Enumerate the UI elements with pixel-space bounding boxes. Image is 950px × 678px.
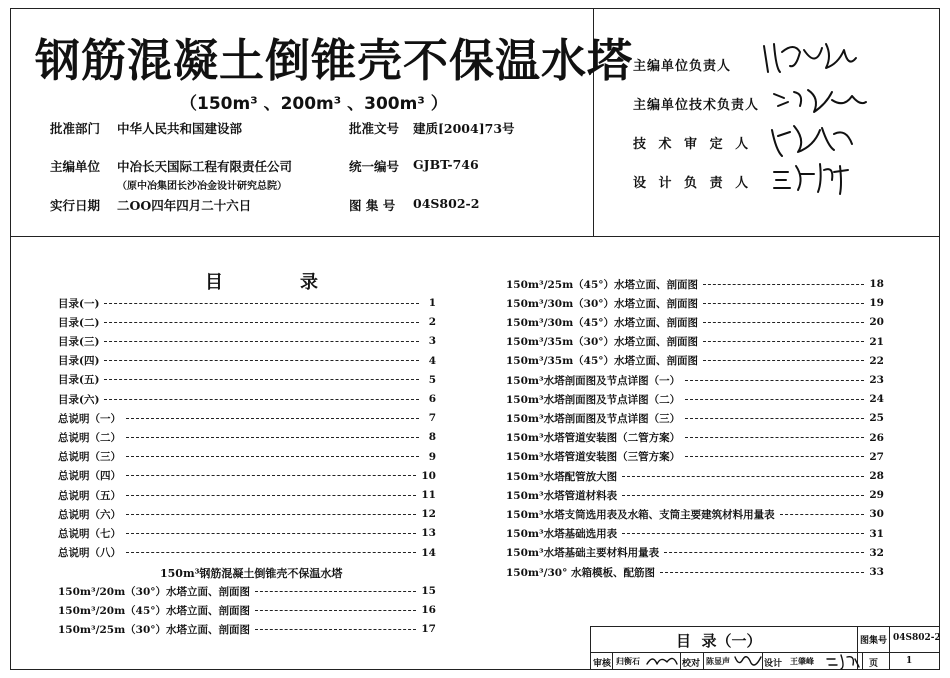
effective-label: 实行日期	[50, 198, 101, 213]
resp-tech-chief: 主编单位技术负责人	[633, 98, 760, 113]
toc-entry-label: 目录(六)	[58, 393, 100, 406]
toc-leader-line	[703, 284, 864, 285]
title-block-value-divider	[889, 626, 890, 670]
toc-entry-label: 目录(四)	[58, 355, 100, 368]
toc-leader-line	[255, 629, 416, 630]
tb-check-label: 校对	[682, 659, 701, 669]
toc-leader-line	[126, 552, 416, 553]
toc-entry-label: 150m³/25m（30°）水塔立面、剖面图	[58, 623, 251, 636]
toc-entry-label: 总说明（三）	[58, 451, 121, 464]
toc-right-entry-3	[506, 314, 884, 330]
toc-entry-page: 32	[869, 546, 884, 559]
toc-entry-label: 150m³水塔管道安装图（三管方案）	[506, 451, 681, 464]
toc-right-entry-15	[506, 545, 884, 561]
title-block-check-name-divider	[703, 652, 704, 670]
toc-left2-entry-2	[58, 602, 436, 618]
toc-leader-line	[703, 341, 864, 342]
tb-page-value: 1	[906, 656, 913, 666]
tb-page-label: 页	[869, 659, 879, 669]
toc-entry-page: 21	[869, 335, 884, 348]
title-block-mid-line	[590, 652, 940, 653]
toc-entry-label: 150m³/30m（30°）水塔立面、剖面图	[506, 297, 699, 310]
toc-leader-line	[104, 379, 419, 380]
toc-right-entry-5	[506, 353, 884, 369]
toc-leader-line	[255, 591, 416, 592]
toc-entry-page: 18	[869, 278, 884, 290]
resp-design-lead: 设 计 负 责 人	[633, 176, 753, 191]
toc-entry-label: 150m³水塔基础主要材料用量表	[506, 547, 660, 560]
toc-leader-line	[622, 476, 864, 477]
toc-entry-label: 总说明（五）	[58, 489, 121, 502]
toc-entry-page: 10	[421, 469, 436, 482]
resp-tech-approver: 技 术 审 定 人	[633, 137, 753, 152]
toc-leader-line	[703, 303, 864, 304]
toc-entry-page: 8	[428, 431, 436, 444]
toc-section-heading: 150m³钢筋混凝土倒锥壳不保温水塔	[160, 567, 343, 580]
toc-entry-label: 150m³水塔剖面图及节点详图（二）	[506, 393, 681, 406]
toc-entry-page: 9	[428, 450, 436, 463]
toc-leader-line	[126, 533, 416, 534]
toc-left-entry-10	[58, 468, 436, 484]
toc-entry-label: 150m³水塔管道材料表	[506, 489, 618, 502]
toc-left-entry-7	[58, 410, 436, 426]
toc-entry-label: 150m³/25m（45°）水塔立面、剖面图	[506, 278, 699, 291]
toc-entry-page: 1	[428, 297, 436, 309]
toc-entry-page: 29	[869, 489, 884, 502]
toc-leader-line	[126, 475, 416, 476]
toc-right-entry-12	[506, 487, 884, 503]
tb-design-label: 设计	[764, 659, 783, 669]
toc-entry-label: 总说明（六）	[58, 508, 121, 521]
toc-entry-page: 16	[421, 604, 436, 617]
unified-no: GJBT-746	[413, 157, 479, 172]
toc-left-entry-1	[58, 295, 436, 311]
tb-check-name: 陈显声	[706, 656, 730, 666]
toc-right-entry-10	[506, 449, 884, 465]
toc-leader-line	[126, 418, 419, 419]
toc-entry-label: 目录(一)	[58, 297, 100, 310]
toc-entry-label: 150m³水塔剖面图及节点详图（三）	[506, 412, 681, 425]
toc-entry-label: 总说明（八）	[58, 547, 121, 560]
toc-entry-page: 3	[428, 335, 436, 348]
toc-right-entry-8	[506, 410, 884, 426]
toc-entry-page: 31	[869, 527, 884, 540]
title-block-check-divider	[680, 652, 681, 670]
toc-entry-label: 150m³/35m（30°）水塔立面、剖面图	[506, 336, 699, 349]
toc-entry-page: 24	[869, 393, 884, 406]
toc-entry-label: 150m³/30m（45°）水塔立面、剖面图	[506, 316, 699, 329]
header-divider	[10, 236, 940, 237]
toc-entry-label: 总说明（二）	[58, 431, 121, 444]
tb-review-signature	[645, 652, 679, 670]
approval-doc: 建质[2004]73号	[413, 121, 515, 136]
tb-review-label: 审核	[593, 659, 612, 669]
toc-entry-label: 总说明（一）	[58, 412, 121, 425]
toc-leader-line	[685, 437, 864, 438]
toc-left-entry-8	[58, 429, 436, 445]
toc-right-entry-7	[506, 391, 884, 407]
toc-left2-entry-3	[58, 621, 436, 637]
effective-date: 二OO四年四月二十六日	[117, 198, 252, 213]
toc-right-entry-2	[506, 295, 884, 311]
toc-entry-label: 150m³水塔剖面图及节点详图（一）	[506, 374, 681, 387]
toc-entry-page: 30	[869, 508, 884, 521]
toc-entry-page: 27	[869, 450, 884, 463]
atlas-no: 04S802-2	[413, 196, 480, 211]
toc-left-entry-12	[58, 506, 436, 522]
toc-right-entry-14	[506, 526, 884, 542]
toc-entry-label: 150m³水塔支筒选用表及水箱、支筒主要建筑材料用量表	[506, 508, 775, 521]
toc-leader-line	[703, 322, 864, 323]
editor-unit-note: （原中冶集团长沙冶金设计研究总院）	[117, 181, 287, 192]
signature-3	[768, 120, 858, 160]
unified-no-label: 统一编号	[349, 159, 400, 174]
toc-leader-line	[104, 341, 419, 342]
toc-entry-label: 总说明（七）	[58, 527, 121, 540]
toc-leader-line	[126, 514, 416, 515]
tb-design-signature	[825, 651, 861, 670]
toc-left-entry-2	[58, 314, 436, 330]
toc-leader-line	[660, 572, 864, 573]
toc-leader-line	[104, 399, 419, 400]
toc-leader-line	[685, 380, 864, 381]
toc-entry-page: 13	[421, 527, 436, 540]
tb-atlas-value: 04S802-2	[893, 633, 941, 643]
toc-entry-label: 150m³水塔配管放大图	[506, 470, 618, 483]
toc-leader-line	[126, 495, 416, 496]
toc-left-entry-6	[58, 391, 436, 407]
toc-entry-label: 150m³水塔基础选用表	[506, 528, 618, 541]
toc-left-entry-4	[58, 353, 436, 369]
toc-right-entry-13	[506, 506, 884, 522]
approval-dept-label: 批准部门	[50, 121, 101, 136]
approval-doc-label: 批准文号	[349, 121, 400, 136]
toc-leader-line	[104, 360, 419, 361]
toc-entry-page: 26	[869, 431, 884, 444]
toc-entry-page: 15	[421, 585, 436, 597]
tb-design-name: 王肇峰	[790, 656, 814, 666]
toc-entry-page: 12	[421, 508, 436, 521]
editor-unit-label: 主编单位	[50, 159, 101, 174]
toc-left-entry-3	[58, 333, 436, 349]
toc-leader-line	[104, 322, 419, 323]
toc-leader-line	[685, 418, 864, 419]
signature-2	[770, 84, 870, 118]
toc-right-entry-9	[506, 430, 884, 446]
toc-entry-page: 25	[869, 412, 884, 425]
document-title: 钢筋混凝土倒锥壳不保温水塔	[35, 34, 634, 87]
toc-leader-line	[780, 514, 865, 515]
toc-entry-label: 150m³/35m（45°）水塔立面、剖面图	[506, 355, 699, 368]
tb-atlas-label: 图集号	[860, 636, 888, 646]
toc-right-entry-16	[506, 564, 884, 580]
toc-leader-line	[685, 399, 864, 400]
toc-leader-line	[664, 552, 864, 553]
toc-left-entry-9	[58, 449, 436, 465]
toc-entry-label: 目录(二)	[58, 316, 100, 329]
editor-unit: 中冶长天国际工程有限责任公司	[117, 159, 293, 174]
toc-entry-page: 33	[869, 566, 884, 578]
toc-entry-page: 6	[428, 393, 436, 405]
toc-entry-page: 20	[869, 316, 884, 329]
toc-title-left: 目	[205, 272, 223, 293]
toc-entry-label: 150m³水塔管道安装图（二管方案）	[506, 432, 681, 445]
toc-entry-label: 总说明（四）	[58, 470, 121, 483]
toc-left-entry-13	[58, 525, 436, 541]
toc-entry-page: 28	[869, 470, 884, 482]
toc-leader-line	[685, 456, 864, 457]
toc-left-entry-14	[58, 545, 436, 561]
toc-right-entry-11	[506, 468, 884, 484]
toc-leader-line	[622, 495, 864, 496]
toc-entry-page: 11	[421, 489, 436, 501]
signature-1	[760, 38, 860, 78]
toc-leader-line	[104, 303, 419, 304]
toc-entry-page: 5	[428, 373, 436, 386]
document-subtitle: （150m³ 、200m³ 、300m³ ）	[180, 94, 448, 114]
toc-left-entry-11	[58, 487, 436, 503]
toc-leader-line	[126, 437, 419, 438]
toc-left-entry-5	[58, 372, 436, 388]
toc-entry-page: 2	[428, 316, 436, 329]
toc-entry-label: 目录(五)	[58, 374, 100, 387]
title-block-review-divider	[612, 652, 613, 670]
toc-entry-label: 目录(三)	[58, 335, 100, 348]
toc-entry-page: 23	[869, 374, 884, 386]
toc-leader-line	[126, 456, 419, 457]
toc-entry-page: 19	[869, 297, 884, 310]
tb-check-signature	[733, 651, 763, 670]
toc-title-right: 录	[300, 272, 318, 293]
resp-chief-editor: 主编单位负责人	[633, 59, 732, 74]
toc-entry-label: 150m³/20m（30°）水塔立面、剖面图	[58, 585, 251, 598]
sheet-title: 目 录（一）	[676, 632, 762, 650]
toc-leader-line	[622, 533, 864, 534]
toc-right-entry-1	[506, 276, 884, 292]
signature-4	[770, 160, 860, 196]
toc-entry-page: 22	[869, 354, 884, 367]
toc-leader-line	[255, 610, 416, 611]
title-block-page-divider	[862, 652, 863, 670]
toc-leader-line	[703, 360, 864, 361]
toc-left2-entry-1	[58, 583, 436, 599]
toc-entry-page: 4	[428, 354, 436, 367]
atlas-no-label: 图 集 号	[349, 198, 396, 213]
toc-right-entry-4	[506, 334, 884, 350]
toc-entry-page: 7	[428, 412, 436, 425]
toc-right-entry-6	[506, 372, 884, 388]
toc-entry-page: 17	[421, 623, 436, 636]
toc-entry-page: 14	[421, 546, 436, 559]
toc-entry-label: 150m³/30° 水箱模板、配筋图	[506, 566, 655, 579]
toc-entry-label: 150m³/20m（45°）水塔立面、剖面图	[58, 604, 251, 617]
approval-dept: 中华人民共和国建设部	[117, 121, 243, 136]
tb-review-name: 归衡石	[616, 656, 640, 666]
